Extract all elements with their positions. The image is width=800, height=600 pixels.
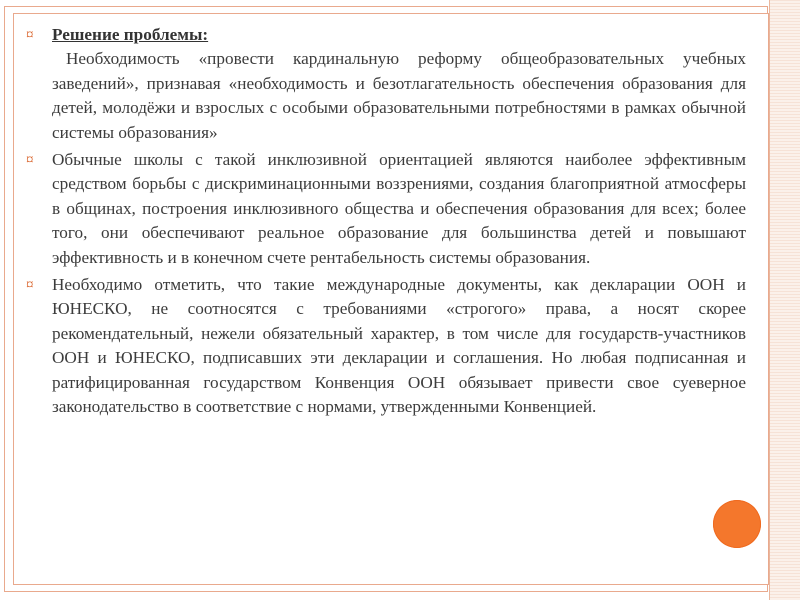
- side-decoration-bar: [770, 0, 800, 600]
- bullet-icon: ¤: [26, 152, 34, 169]
- bullet-item-international-documents: [26, 273, 746, 419]
- bullet-icon: ¤: [26, 277, 34, 294]
- paragraph-inclusive-schools: Обычные школы с такой инклюзивной ориентацией являются наиболее эффективным средством борьбы с дискриминационными воззрениями, создания благоприятной атмосферы в общинах, построения инклюзивного общества и обеспечения образования для всех; более того, они обеспечивают реальное образование для большинства детей и повышают эффективность и в конечном счете рентабельность системы образования.: [52, 150, 746, 267]
- bullet-item-solution: [26, 23, 746, 145]
- slide-content: [26, 23, 746, 423]
- bullet-item-inclusive-schools: [26, 148, 746, 270]
- quote-paragraph: Необходимость «провести кардинальную реформу общеобразовательных учебных заведений», признавая «необходимость и безотлагательность обеспечения образования для детей, молодёжи и взрослых с особыми образовательными потребностями в рамках обычной системы образования»: [52, 49, 746, 142]
- paragraph-international-documents: Необходимо отметить, что такие международные документы, как декларации ООН и ЮНЕСКО, не соотносятся с требованиями «строгого» права, а носят скорее рекомендательный, нежели обязательный характер, в том числе для государств-участников ООН и ЮНЕСКО, подписавших эти декларации и соглашения. Но любая подписанная и ратифицированная государством Конвенция ООН обязывает привести свое суеверное законодательство в соответствие с нормами, утвержденными Конвенцией.: [52, 275, 746, 417]
- slide-heading: Решение проблемы:: [52, 25, 209, 44]
- orange-circle-decoration: [713, 500, 761, 548]
- bullet-icon: ¤: [26, 27, 34, 43]
